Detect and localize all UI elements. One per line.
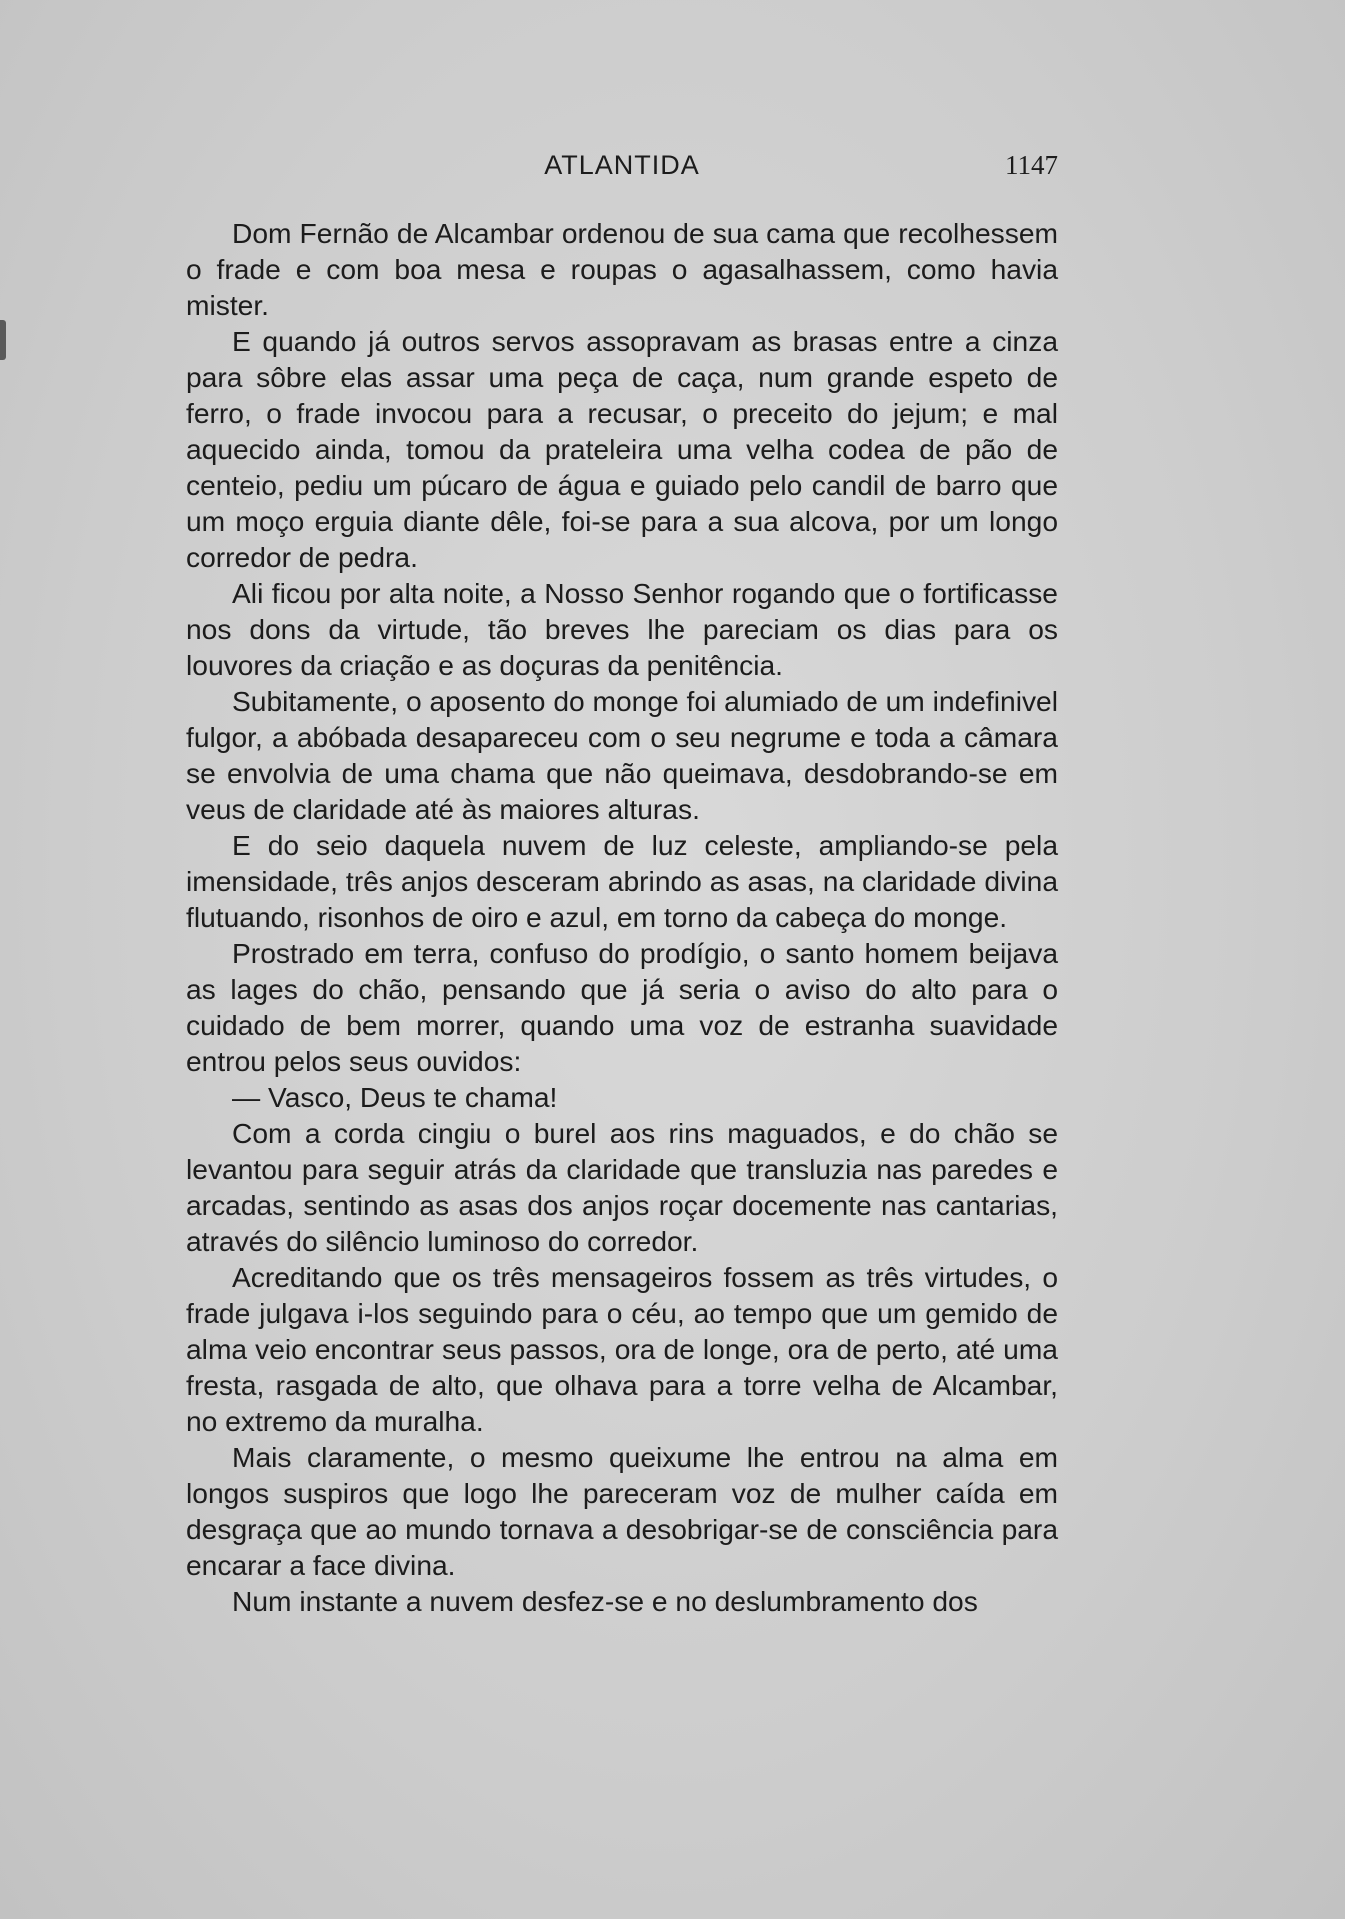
paragraph: Dom Fernão de Alcambar ordenou de sua cama que recolhessem o frade e com boa mesa e roupas o agasalhassem, como havia mister. [186,217,1058,321]
paragraph: Num instante a nuvem desfez-se e no deslumbramento dos [232,1585,978,1617]
dialogue-line: — Vasco, Deus te chama! [232,1081,558,1113]
running-title: ATLANTIDA [544,150,700,180]
paragraph: Ali ficou por alta noite, a Nosso Senhor rogando que o fortificasse nos dons da virtude, tão breves lhe pareciam os dias para os louvores da criação e as doçuras da penitência. [186,577,1058,681]
paragraph: Com a corda cingiu o burel aos rins maguados, e do chão se levantou para seguir atrás da claridade que transluzia nas paredes e arcadas, sentindo as asas dos anjos roçar docemente nas cantarias, através do silêncio luminoso do corredor. [186,1117,1058,1257]
binding-mark [0,320,6,360]
body-text [186,215,1058,1619]
paragraph: Prostrado em terra, confuso do prodígio, o santo homem beijava as lages do chão, pensando que já seria o aviso do alto para o cuidado de bem morrer, quando uma voz de estranha suavidade entrou pelos seus ouvidos: [186,937,1058,1077]
paragraph: E do seio daquela nuvem de luz celeste, ampliando-se pela imensidade, três anjos desceram abrindo as asas, na claridade divina flutuando, risonhos de oiro e azul, em torno da cabeça do monge. [186,829,1058,933]
paragraph: Acreditando que os três mensageiros fossem as três virtudes, o frade julgava i-los seguindo para o céu, ao tempo que um gemido de alma veio encontrar seus passos, ora de longe, ora de perto, até uma fresta, rasgada de alto, que olhava para a torre velha de Alcambar, no extremo da muralha. [186,1261,1058,1437]
page-number: 1147 [1005,150,1058,180]
paragraph: E quando já outros servos assopravam as brasas entre a cinza para sôbre elas assar uma peça de caça, num grande espeto de ferro, o frade invocou para a recusar, o preceito do jejum; e mal aquecido ainda, tomou da prateleira uma velha codea de pão de centeio, pediu um púcaro de água e guiado pelo candil de barro que um moço erguia diante dêle, foi-se para a sua alcova, por um longo corredor de pedra. [186,325,1058,573]
paragraph: Mais claramente, o mesmo queixume lhe entrou na alma em longos suspiros que logo lhe pareceram voz de mulher caída em desgraça que ao mundo tornava a desobrigar-se de consciência para encarar a face divina. [186,1441,1058,1581]
running-header [186,146,1058,186]
paragraph: Subitamente, o aposento do monge foi alumiado de um indefinivel fulgor, a abóbada desapareceu com o seu negrume e toda a câmara se envolvia de uma chama que não queimava, desdobrando-se em veus de claridade até às maiores alturas. [186,685,1058,825]
